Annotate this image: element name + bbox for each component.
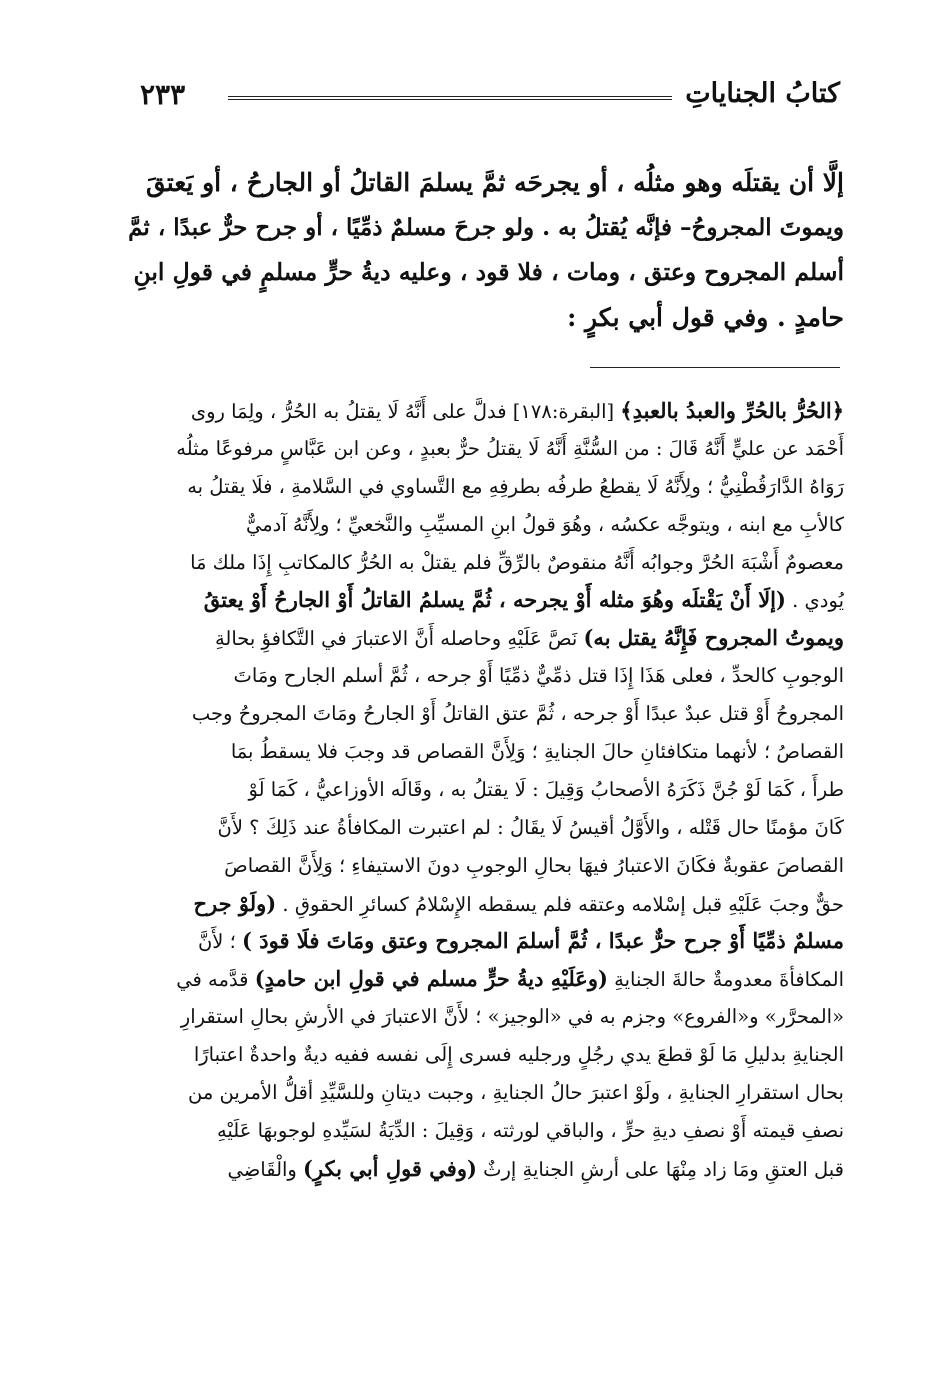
commentary-line — [120, 619, 844, 657]
commentary-line — [120, 809, 844, 847]
commentary-line — [120, 468, 844, 506]
commentary-segment: نَصَّ عَلَيْهِ وحاصله أَنَّ الاعتبارَ في التَّكافؤِ بحالةِ — [214, 627, 584, 651]
quoted-main-text: (إلَا أَنْ يَقْتلَه وهُوَ مثله أَوْ يجرحه ، ثُمَّ يسلمُ القاتلُ أَوْ الجارحُ أَوْ يعتقُ — [203, 587, 786, 613]
commentary-line — [120, 733, 844, 771]
commentary-segment: ؛ لأَنَّ — [197, 930, 242, 954]
commentary-text — [120, 392, 844, 1188]
commentary-line — [120, 506, 844, 544]
commentary-segment: طرأَ ، كَمَا لَوْ جُنَّ ذَكَرَهُ الأصحابُ وَقِيلَ : لَا يقتلُ به ، وقَالَه الأوزاعيُّ ، كَمَا لَوْ — [248, 777, 844, 801]
commentary-segment: نصفِ قيمته أَوْ نصفِ ديةِ حرٍّ ، والباقي لورثته ، وَقِيلَ : الدِّيَةُ لسَيِّدهِ لوجوبهَا عَلَيْهِ — [216, 1118, 844, 1142]
commentary-segment: القصاصَ عقوبةٌ فكَانَ الاعتبارُ فيهَا بحالِ الوجوبِ دونَ الاستيفاءِ ؛ وَلِأَنَّ القصاصَ — [224, 853, 844, 877]
commentary-line — [120, 771, 844, 809]
commentary-segment: أَحْمَد عن عليٍّ أَنَّهُ قَالَ : من السُّنَّةِ أَنَّهُ لَا يقتلُ حرٌّ بعبدٍ ، وعن ابن عَبَّاسٍ مرفوعًا مثلُه — [176, 436, 844, 460]
commentary-line — [120, 998, 844, 1036]
commentary-line — [120, 1112, 844, 1150]
header-rule — [228, 96, 672, 100]
commentary-line — [120, 581, 844, 619]
commentary-segment: المكافأةَ معدومةٌ حالةَ الجنايةِ — [607, 968, 844, 992]
commentary-line — [120, 695, 844, 733]
commentary-separator — [590, 367, 840, 368]
commentary-line — [120, 430, 844, 468]
commentary-segment: بحال استقرارِ الجنايةِ ، ولَوْ اعتبرَ حالُ الجنايةِ ، وجبت ديتانِ وللسَّيِّدِ أقلُّ الأمرين من — [188, 1081, 844, 1105]
commentary-line — [120, 1074, 844, 1112]
commentary-segment: حقٌّ وجبَ عَلَيْهِ قبل إسْلامه وعتقه فلم يسقطه الإِسْلامُ كسائرِ الحقوقِ . — [276, 892, 844, 916]
commentary-segment: [البقرة:١٧٨] فدلَّ على أَنَّهُ لَا يقتلُ به الحُرُّ ، ولِمَا روى — [190, 400, 621, 423]
commentary-line — [120, 922, 844, 960]
page-number: ٢٣٣ — [140, 78, 186, 111]
commentary-line — [120, 657, 844, 695]
commentary-segment: معصومٌ أَشْبَهَ الحُرَّ وجوابُه أَنَّهُ منقوصٌ بالرِّقِّ فلم يقتلْ به الحُرُّ كالمكاتبِ إِذَا ملك مَا — [190, 550, 844, 574]
commentary-segment: والْقَاضِي — [227, 1157, 304, 1181]
quoted-main-text: ويموتُ المجروح فَإِنَّهُ يقتل به) — [583, 625, 844, 651]
quoted-main-text: (وعَلَيْهِ ديةُ حرٍّ مسلم في قولِ ابن حامدٍ) — [254, 966, 608, 992]
commentary-segment: المجروحُ أَوْ قتل عبدٌ عبدًا أَوْ جرحه ، ثُمَّ عتق القاتلُ أَوْ الجارحُ ومَاتَ المجروحُ وجب — [191, 702, 844, 726]
commentary-segment: «المحرَّر» و«الفروع» وجزم به في «الوجيز» ؛ لأَنَّ الاعتبارَ في الأرشِ بحالِ استقرارِ — [180, 1005, 844, 1029]
main-text-line: حامدٍ . وفي قول أبي بكرٍ : — [567, 303, 844, 332]
commentary-segment: الوجوبِ كالحدِّ ، فعلى هَذَا إِذَا قتل ذمِّيٌّ ذمِّيًا أَوْ جرحه ، ثُمَّ أسلم الجارح ومَاتَ — [233, 664, 844, 688]
commentary-line — [120, 392, 844, 430]
commentary-segment: كالأبِ مع ابنه ، ويتوجَّه عكسُه ، وهُوَ قولُ ابنِ المسيِّبِ والنَّخعيِّ ؛ ولِأَنَّهُ آدميٌّ — [245, 512, 844, 536]
commentary-segment: كَانَ مؤمنًا حال قَتْله ، والأَوَّلُ أقيسُ لَا يقَالُ : لم اعتبرت المكافأةُ عند ذَلِكَ ؟ لأَنَّ — [217, 815, 844, 839]
commentary-segment: رَوَاهُ الدَّارَقُطْنِيُّ ؛ ولِأَنَّهُ لَا يقطعُ طرفُه بطرفِهِ مع التَّساوي في السَّلامةِ ، فلَا يقتلُ به — [187, 474, 844, 498]
commentary-line — [120, 960, 844, 998]
quoted-main-text: مسلمٌ ذمِّيًا أَوْ جرح حرٌّ عبدًا ، ثُمَّ أسلمَ المجروح وعتق ومَاتَ فلَا قودَ ) — [242, 928, 844, 954]
page-header — [140, 78, 840, 118]
commentary-line — [120, 885, 844, 923]
main-text-line: ويموتَ المجروحُ– فإنَّه يُقتلُ به . ولو جرحَ مسلمٌ ذمِّيًا ، أو جرح حرٌّ عبدًا ، ثمَّ — [128, 214, 844, 241]
commentary-segment: قبل العتقِ ومَا زاد مِنْهَا على أرشِ الجنايةِ إرثٌ — [476, 1157, 844, 1181]
commentary-segment: الجنايةِ بدليلِ مَا لَوْ قطعَ يدي رجُلٍ ورجليه فسرى إِلَى نفسه ففيه ديةٌ واحدةٌ اعتبارًا — [193, 1043, 844, 1067]
quoted-main-text: (وفي قولِ أبي بكرٍ) — [303, 1155, 477, 1181]
main-text — [120, 160, 844, 340]
main-text-line: إلَّا أن يقتلَه وهو مثلُه ، أو يجرحَه ثمَّ يسلمَ القاتلُ أو الجارحُ ، أو يَعتقَ — [145, 168, 844, 197]
commentary-line — [120, 1036, 844, 1074]
commentary-line — [120, 544, 844, 582]
commentary-segment: القصاصُ ؛ لأنهما متكافئانِ حالَ الجنايةِ ؛ وَلِأَنَّ القصاص قد وجبَ فلا يسقطُ بمَا — [230, 740, 844, 764]
quoted-main-text: (ولَوْ جرح — [193, 890, 277, 916]
commentary-line — [120, 1150, 844, 1188]
commentary-segment: قدَّمه في — [176, 968, 255, 992]
main-text-line: أسلم المجروح وعتق ، ومات ، فلا قود ، وعليه ديةُ حرٍّ مسلمٍ في قولِ ابنِ — [133, 258, 844, 286]
chapter-title: كتابُ الجناياتِ — [685, 78, 840, 109]
commentary-segment: يُودي . — [785, 589, 844, 613]
quoted-main-text: ﴿الحُرُّ بالحُرِّ والعبدُ بالعبدِ﴾ — [620, 398, 844, 423]
commentary-line — [120, 847, 844, 885]
